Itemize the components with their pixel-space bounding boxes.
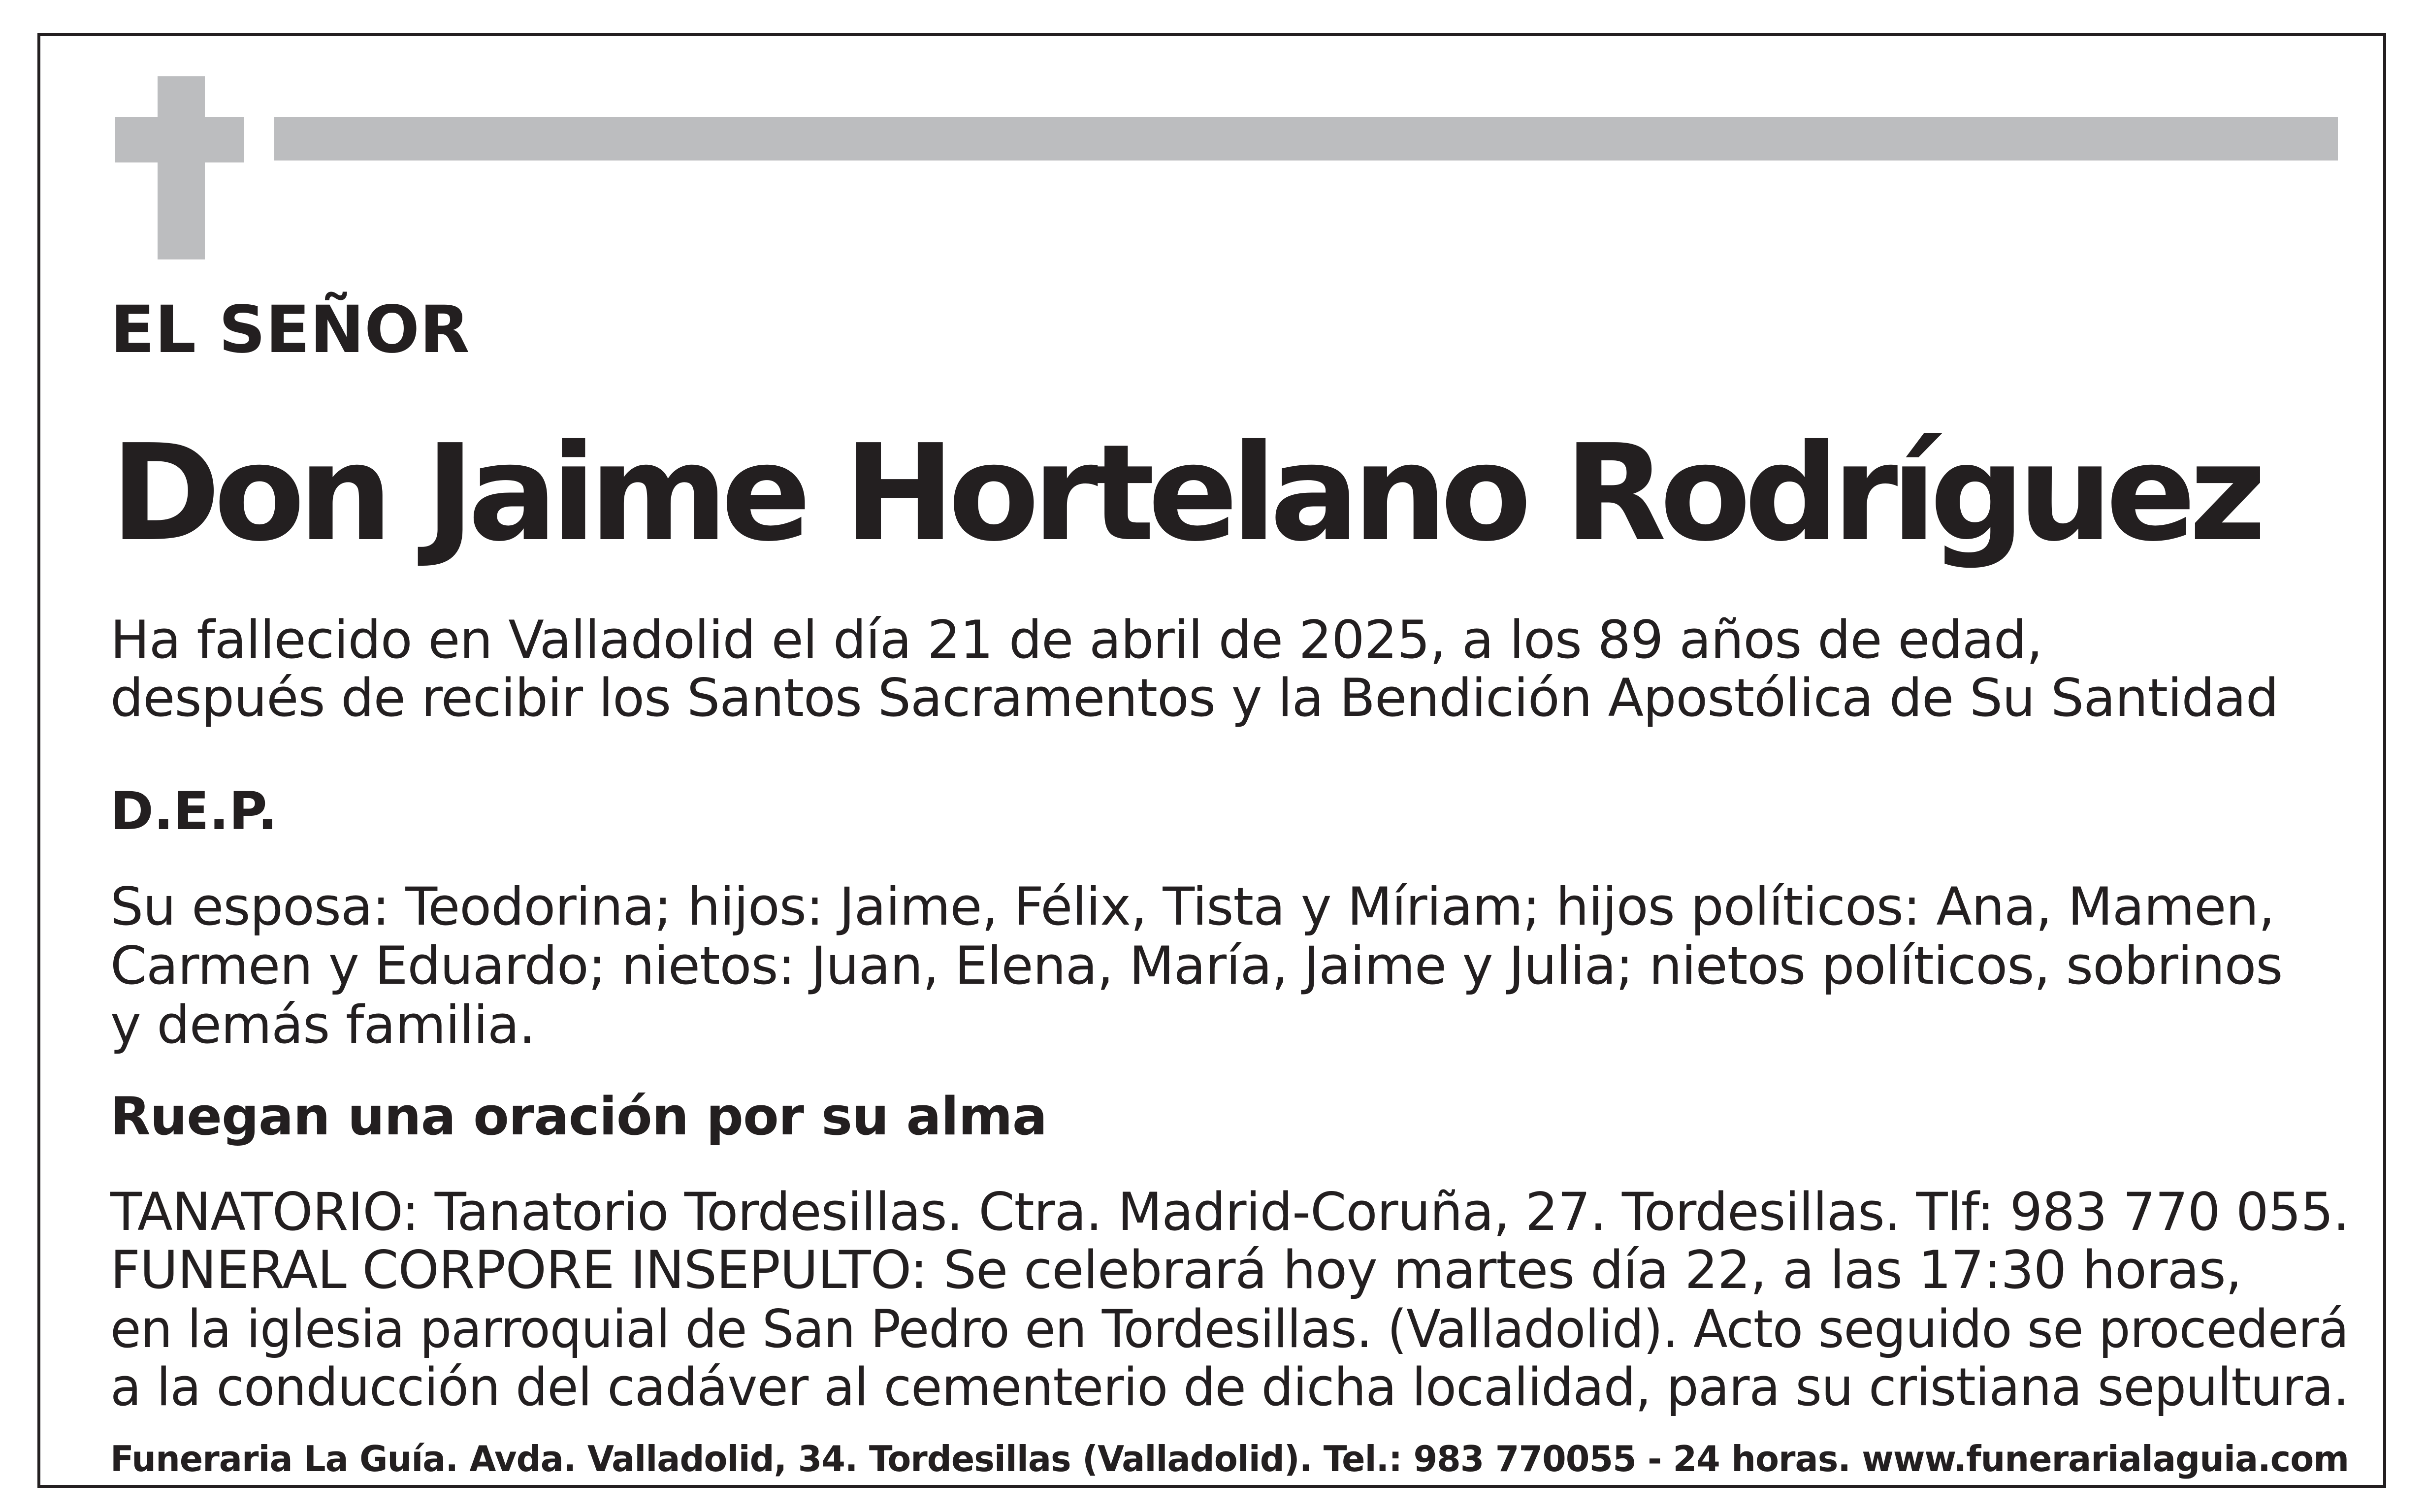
details-line-4: a la conducción del cadáver al cementerio de dicha localidad, para su cristiana sepultura. (110, 1357, 2349, 1417)
details-line-2: FUNERAL CORPORE INSEPULTO: Se celebrará hoy martes día 22, a las 17:30 horas, (110, 1240, 2242, 1300)
funeral-home-footer: Funeraria La Guía. Avda. Valladolid, 34. Tordesillas (Valladolid). Tel.: 983 770055 - 24 horas. www.funerarialaguia.com (110, 1438, 2349, 1480)
family-line-1: Su esposa: Teodorina; hijos: Jaime, Félix, Tista y Míriam; hijos políticos: Ana, Mamen, (110, 876, 2275, 937)
cross-horizontal-bar (115, 117, 244, 162)
family-line-2: Carmen y Eduardo; nietos: Juan, Elena, María, Jaime y Julia; nietos políticos, sobrinos (110, 935, 2283, 996)
dep-heading: D.E.P. (110, 781, 278, 841)
details-line-1: TANATORIO: Tanatorio Tordesillas. Ctra. Madrid-Coruña, 27. Tordesillas. Tlf: 983 770 055. (110, 1182, 2349, 1242)
header-rule (274, 117, 2338, 161)
honorific-title: EL SEÑOR (110, 292, 470, 368)
prayer-heading: Ruegan una oración por su alma (110, 1086, 1047, 1147)
deceased-name: Don Jaime Hortelano Rodríguez (110, 416, 2260, 571)
announcement-line-2: después de recibir los Santos Sacramentos y la Bendición Apostólica de Su Santidad (110, 668, 2279, 728)
family-line-3: y demás familia. (110, 995, 535, 1055)
cross-vertical-bar (158, 76, 205, 259)
details-line-3: en la iglesia parroquial de San Pedro en Tordesillas. (Valladolid). Acto seguido se procederá (110, 1299, 2349, 1359)
announcement-line-1: Ha fallecido en Valladolid el día 21 de abril de 2025, a los 89 años de edad, (110, 610, 2042, 670)
